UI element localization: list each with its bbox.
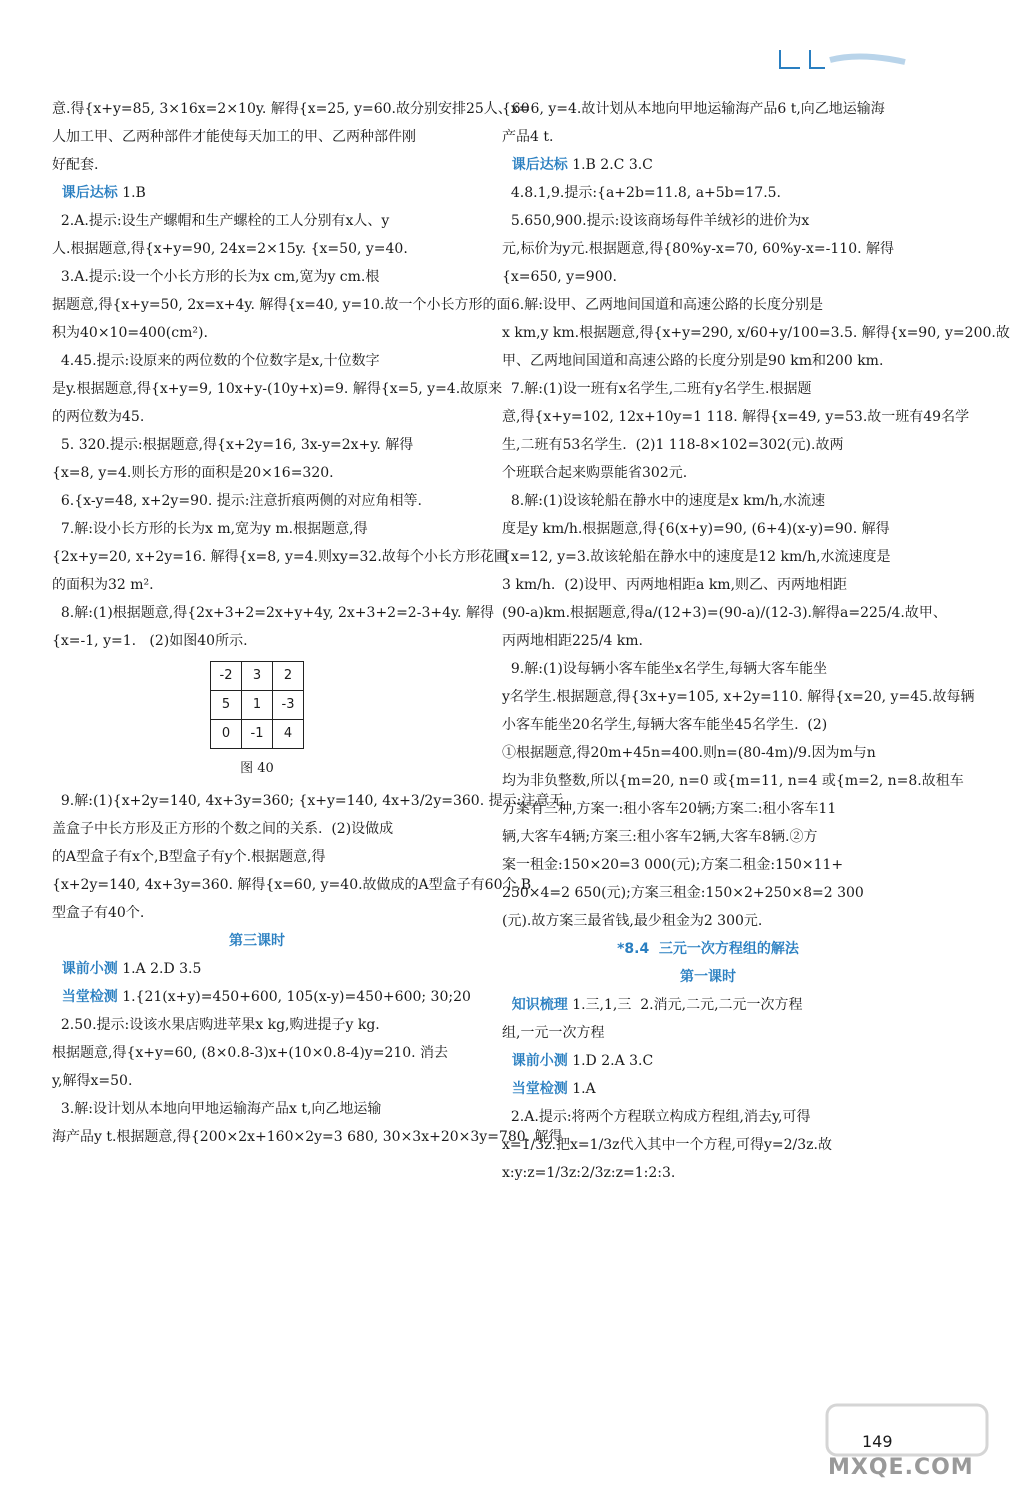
grid-cell: 1 [242,691,273,720]
text-line: 4.8.1,9.提示:{a+2b=11.8, a+5b=17.5. [502,185,782,201]
grid-cell: 4 [273,720,304,749]
header-decoration [770,40,910,80]
grid-cell: 0 [211,720,242,749]
text-line: 据题意,得{x+y=50, 2x=x+4y. 解得{x=40, y=10.故一个小长方形的面 [52,297,511,313]
grid-cell: 5 [211,691,242,720]
text-line: 6.解:设甲、乙两地间国道和高速公路的长度分别是 [502,297,823,313]
section-heading-line: 知识梳理 1.三,1,三 2.消元,二元,二元一次方程 [502,997,803,1013]
section-label: 当堂检测 [502,1081,568,1097]
text-line: {x=6, y=4.故计划从本地向甲地运输海产品6 t,向乙地运输海 [502,101,885,117]
right-column [502,95,1010,1187]
text-line: (元).故方案三最省钱,最少租金为2 300元. [502,913,763,929]
text-line: 海产品y t.根据题意,得{200×2x+160×2y=3 680, 30×3x+20×3y=780. 解得 [52,1129,563,1145]
text-line: 7.解:设小长方形的长为x m,宽为y m.根据题意,得 [52,521,368,537]
text-line: 3 km/h. (2)设甲、丙两地相距a km,则乙、丙两地相距 [502,577,848,593]
figure-40 [52,661,462,783]
text-line: 甲、乙两地间国道和高速公路的长度分别是90 km和200 km. [502,353,884,369]
watermark-text: MXQE.COM [828,1455,974,1480]
text-line: 人.根据题意,得{x+y=90, 24x=2×15y. {x=50, y=40. [52,241,408,257]
text-line: 8.解:(1)根据题意,得{2x+3+2=2x+y+4y, 2x+3+2=2-3+4y. 解得 [52,605,494,621]
text-line: (90-a)km.根据题意,得a/(12+3)=(90-a)/(12-3).解得a=225/4.故甲、 [502,605,947,621]
text-line: 盖盒子中长方形及正方形的个数之间的关系. (2)设做成 [52,821,394,837]
subsection-title: *8.4 三元一次方程组的解法 [617,941,799,957]
text-line: {x+2y=140, 4x+3y=360. 解得{x=60, y=40.故做成的A型盒子有60个,B [52,877,532,893]
text-line: x:y:z=1/3z:2/3z:z=1:2:3. [502,1165,676,1181]
text-line: 9.解:(1)设每辆小客车能坐x名学生,每辆大客车能坐 [502,661,828,677]
section-heading-line: 当堂检测 1.{21(x+y)=450+600, 105(x-y)=450+600; 30;20 [52,989,471,1005]
text-line: y名学生.根据题意,得{3x+y=105, x+2y=110. 解得{x=20, y=45.故每辆 [502,689,975,705]
text-line: 积为40×10=400(cm²). [52,325,208,341]
magic-square-grid [210,661,304,749]
text-line: y,解得x=50. [52,1073,133,1089]
grid-cell: 2 [273,662,304,691]
grid-cell: -3 [273,691,304,720]
section-label: 课前小测 [52,961,118,977]
text-line: 3.解:设计划从本地向甲地运输海产品x t,向乙地运输 [52,1101,382,1117]
text-line: 产品4 t. [502,129,554,145]
text-line: 250×4=2 650(元);方案三租金:150×2+250×8=2 300 [502,885,864,901]
section-heading-line: 课后达标 1.B [52,185,146,201]
grid-cell: -2 [211,662,242,691]
text-line: {2x+y=20, x+2y=16. 解得{x=8, y=4.则xy=32.故每个小长方形花圃 [52,549,508,565]
text-line: ①根据题意,得20m+45n=400.则n=(80-4m)/9.因为m与n [502,745,876,761]
text-line: 元,标价为y元.根据题意,得{80%y-x=70, 60%y-x=-110. 解得 [502,241,894,257]
text-line: 是y.根据题意,得{x+y=9, 10x+y-(10y+x)=9. 解得{x=5, y=4.故原来 [52,381,503,397]
text-line: 7.解:(1)设一班有x名学生,二班有y名学生.根据题 [502,381,812,397]
section-heading-line: 课前小测 1.A 2.D 3.5 [52,961,202,977]
text-line: 意,得{x+y=102, 12x+10y=1 118. 解得{x=49, y=53.故一班有49名学 [502,409,970,425]
text-line: 方案有三种,方案一:租小客车20辆;方案二:租小客车11 [502,801,837,817]
text-line: 组,一元一次方程 [502,1025,605,1041]
subsection-title: 第一课时 [680,969,736,985]
section-label: 知识梳理 [502,997,568,1013]
text-line: 意.得{x+y=85, 3×16x=2×10y. 解得{x=25, y=60.故分别安排25人、60 [52,101,530,117]
grid-cell: 3 [242,662,273,691]
text-line: 8.解:(1)设该轮船在静水中的速度是x km/h,水流速 [502,493,826,509]
section-label: 课后达标 [502,157,568,173]
text-line: 个班联合起来购票能省302元. [502,465,688,481]
text-line: 丙两地相距225/4 km. [502,633,644,649]
text-line: 6.{x-y=48, x+2y=90. 提示:注意折痕两侧的对应角相等. [52,493,422,509]
text-line: {x=-1, y=1. (2)如图40所示. [52,633,248,649]
grid-cell: -1 [242,720,273,749]
text-line: 好配套. [52,157,99,173]
text-line: 2.50.提示:设该水果店购进苹果x kg,购进提子y kg. [52,1017,380,1033]
text-line: {x=650, y=900. [502,269,617,285]
text-line: 根据题意,得{x+y=60, (8×0.8-3)x+(10×0.8-4)y=210. 消去 [52,1045,449,1061]
text-line: x=1/3z.把x=1/3z代入其中一个方程,可得y=2/3z.故 [502,1137,832,1153]
text-line: 型盒子有40个. [52,905,145,921]
text-line: 案一租金:150×20=3 000(元);方案二租金:150×11+ [502,857,844,873]
text-line: 的A型盒子有x个,B型盒子有y个.根据题意,得 [52,849,326,865]
text-line: {x=8, y=4.则长方形的面积是20×16=320. [52,465,334,481]
text-line: 2.A.提示:将两个方程联立构成方程组,消去y,可得 [502,1109,811,1125]
section-label: 课后达标 [52,185,118,201]
text-line: 的两位数为45. [52,409,145,425]
text-line: 4.45.提示:设原来的两位数的个位数字是x,十位数字 [52,353,380,369]
section-heading-line: 当堂检测 1.A [502,1081,596,1097]
section-heading-line: 课后达标 1.B 2.C 3.C [502,157,653,173]
text-line: 5. 320.提示:根据题意,得{x+2y=16, 3x-y=2x+y. 解得 [52,437,414,453]
text-line: 度是y km/h.根据题意,得{6(x+y)=90, (6+4)(x-y)=90. 解得 [502,521,890,537]
text-line: 5.650,900.提示:设该商场每件羊绒衫的进价为x [502,213,810,229]
text-line: 9.解:(1){x+2y=140, 4x+3y=360; {x+y=140, 4x+3/2y=360. 提示:注意无 [52,793,564,809]
section-label: 当堂检测 [52,989,118,1005]
text-line: 均为非负整数,所以{m=20, n=0 或{m=11, n=4 或{m=2, n=8.故租车 [502,773,964,789]
text-line: {x=12, y=3.故该轮船在静水中的速度是12 km/h,水流速度是 [502,549,891,565]
text-line: 生,二班有53名学生. (2)1 118-8×102=302(元).故两 [502,437,844,453]
section-label: 课前小测 [502,1053,568,1069]
page-number: 149 [862,1432,893,1451]
text-line: 2.A.提示:设生产螺帽和生产螺栓的工人分别有x人、y [52,213,390,229]
text-line: 人加工甲、乙两种部件才能使每天加工的甲、乙两种部件刚 [52,129,416,145]
subsection-title: 第三课时 [229,933,285,949]
text-line: 小客车能坐20名学生,每辆大客车能坐45名学生. (2) [502,717,828,733]
section-heading-line: 课前小测 1.D 2.A 3.C [502,1053,654,1069]
text-line: 辆,大客车4辆;方案三:租小客车2辆,大客车8辆.②方 [502,829,818,845]
text-line: x km,y km.根据题意,得{x+y=290, x/60+y/100=3.5. 解得{x=90, y=200.故 [502,325,1010,341]
text-line: 3.A.提示:设一个小长方形的长为x cm,宽为y cm.根 [52,269,380,285]
figure-caption: 图 40 [240,761,274,776]
text-line: 的面积为32 m². [52,577,154,593]
